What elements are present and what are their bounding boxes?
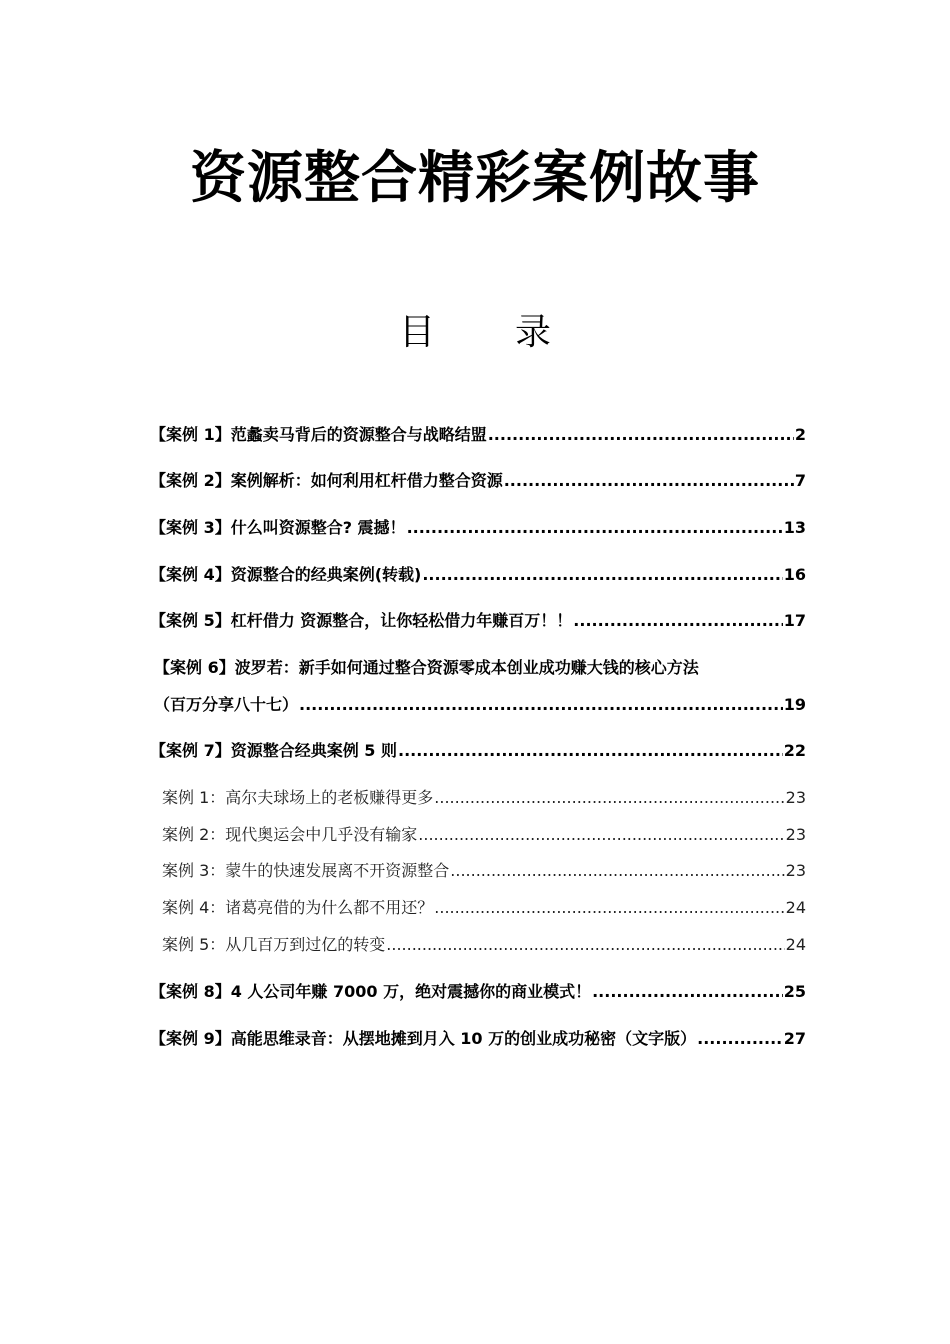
toc-entry-case-2[interactable] (150, 468, 806, 498)
toc-leader-dots (697, 1029, 783, 1048)
toc-entry-label: 【案例 2】案例解析：如何利用杠杆借力整合资源 (150, 471, 503, 490)
toc-subentry-label: 案例 5：从几百万到过亿的转变 (162, 935, 386, 954)
toc-leader-dots (434, 788, 784, 807)
document-title: 资源整合精彩案例故事 (190, 145, 760, 211)
toc-entry-label: 【案例 5】杠杆借力 资源整合，让你轻松借力年赚百万！！ (150, 611, 573, 630)
toc-subentry-1[interactable] (162, 785, 806, 815)
toc-entry-label: 【案例 9】高能思维录音：从摆地摊到月入 10 万的创业成功秘密（文字版） (150, 1029, 697, 1048)
toc-entry-case-5[interactable] (150, 608, 806, 638)
toc-subentry-4[interactable] (162, 895, 806, 925)
toc-subentry-2[interactable] (162, 822, 806, 852)
toc-entry-label: 【案例 3】什么叫资源整合? 震撼！ (150, 518, 406, 537)
toc-leader-dots (418, 825, 784, 844)
toc-entry-page: 13 (783, 518, 806, 537)
toc-entry-case-4[interactable] (150, 562, 806, 592)
toc-subentry-page: 23 (785, 825, 806, 844)
toc-entry-case-1[interactable] (150, 422, 806, 452)
toc-leader-dots (592, 982, 783, 1001)
toc-leader-dots (488, 425, 794, 444)
toc-leader-dots (299, 695, 783, 714)
toc-leader-dots (407, 518, 783, 537)
toc-entry-label: 【案例 1】范蠡卖马背后的资源整合与战略结盟 (150, 425, 487, 444)
toc-leader-dots (386, 935, 784, 954)
toc-subentry-page: 24 (785, 898, 806, 917)
toc-entry-case-8[interactable] (150, 979, 806, 1009)
toc-heading-char-1: 目 (398, 312, 435, 353)
toc-subentry-label: 案例 2：现代奥运会中几乎没有输家 (162, 825, 418, 844)
toc-entry-page: 25 (783, 982, 806, 1001)
toc-subentry-page: 23 (785, 861, 806, 880)
toc-leader-dots (504, 471, 794, 490)
toc-entry-case-9[interactable] (150, 1026, 806, 1056)
toc-subentry-label: 案例 1：高尔夫球场上的老板赚得更多 (162, 788, 434, 807)
toc-subentry-label: 案例 4：诸葛亮借的为什么都不用还？ (162, 898, 434, 917)
toc-entry-label: （百万分享八十七） (154, 695, 299, 714)
toc-entry-label: 【案例 8】4 人公司年赚 7000 万，绝对震撼你的商业模式！ (150, 982, 592, 1001)
toc-leader-dots (450, 861, 784, 880)
toc-entry-case-7[interactable] (150, 738, 806, 768)
toc-entry-page: 27 (783, 1029, 806, 1048)
toc-leader-dots (573, 611, 782, 630)
toc-entry-page: 2 (794, 425, 806, 444)
toc-entry-page: 16 (783, 565, 806, 584)
toc-subentry-page: 24 (785, 935, 806, 954)
toc-entry-label: 【案例 4】资源整合的经典案例(转载) (150, 565, 422, 584)
toc-heading-char-2: 录 (515, 312, 552, 353)
toc-entry-label: 【案例 7】资源整合经典案例 5 则 (150, 741, 397, 760)
toc-leader-dots (422, 565, 782, 584)
toc-leader-dots (398, 741, 783, 760)
toc-subentry-label: 案例 3：蒙牛的快速发展离不开资源整合 (162, 861, 450, 880)
toc-entry-page: 17 (783, 611, 806, 630)
toc-heading (0, 308, 950, 358)
toc-leader-dots (434, 898, 784, 917)
toc-subentry-5[interactable] (162, 932, 806, 962)
toc-subentry-3[interactable] (162, 858, 806, 888)
toc-entry-page: 7 (794, 471, 806, 490)
toc-entry-page: 19 (783, 695, 806, 714)
toc-entry-case-6-line-2[interactable] (150, 692, 806, 722)
toc-subentry-page: 23 (785, 788, 806, 807)
toc-entry-page: 22 (783, 741, 806, 760)
toc-entry-case-3[interactable] (150, 515, 806, 545)
toc-entry-case-6-line-1[interactable]: 【案例 6】波罗若：新手如何通过整合资源零成本创业成功赚大钱的核心方法 (154, 658, 699, 677)
